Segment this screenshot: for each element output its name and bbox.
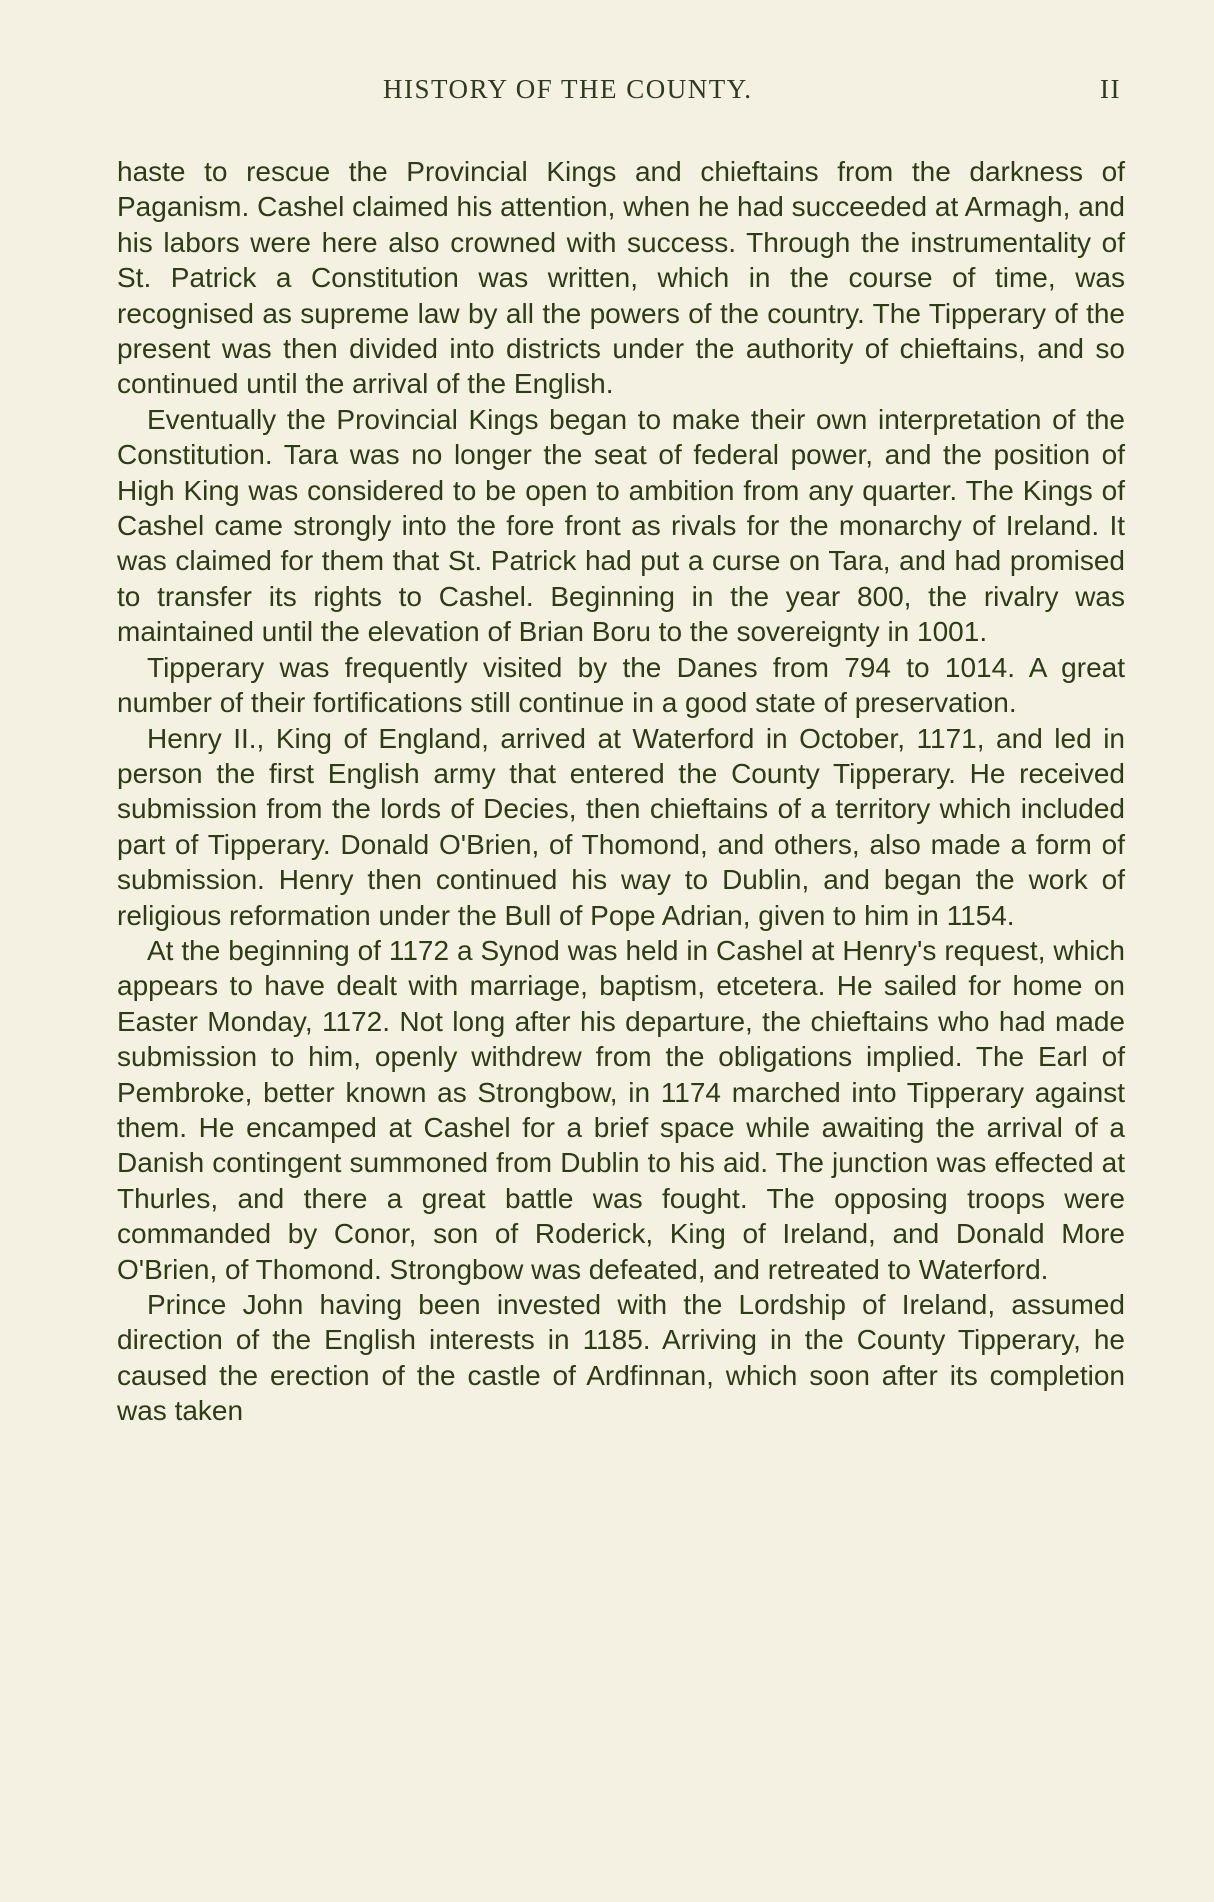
running-title: HISTORY OF THE COUNTY. (383, 74, 753, 104)
paragraph-synod-cashel: At the beginning of 1172 a Synod was held in Cashel at Henry's request, which appears to have dealt with marriage, baptism, etcetera. He sailed for home on Easter Monday, 1172. Not long after his departure, the chieftains who had made submission to him, openly withdrew from the obligations implied. The Earl of Pembroke, better known as Strongbow, in 1174 marched into Tipperary against them. He encamped at Cashel for a brief space while awaiting the arrival of a Danish contingent summoned from Dublin to his aid. The junction was effected at Thurles, and there a great battle was fought. The opposing troops were commanded by Conor, son of Roderick, King of Ireland, and Donald More O'Brien, of Thomond. Strongbow was defeated, and retreated to Waterford. (117, 934, 1125, 1285)
paragraph-provincial-kings: Eventually the Provincial Kings began to make their own interpretation of the Constitution. Tara was no longer the seat of federal power, and the position of High King was considered to be open to ambition from any quarter. The Kings of Cashel came strongly into the fore front as rivals for the monarchy of Ireland. It was claimed for them that St. Patrick had put a curse on Tara, and had promised to transfer its rights to Cashel. Beginning in the year 800, the rivalry was maintained until the elevation of Brian Boru to the sovereignty in 1001. (117, 403, 1125, 648)
running-header (117, 68, 1127, 112)
paragraph-prince-john: Prince John having been invested with the Lordship of Ireland, assumed direction of the English interests in 1185. Arriving in the County Tipperary, he caused the erection of the castle of Ardfinnan, which soon after its completion was taken (117, 1289, 1125, 1427)
paragraph-danes: Tipperary was frequently visited by the Danes from 794 to 1014. A great number of their fortifications still continue in a good state of preservation. (117, 651, 1125, 719)
body-text (117, 154, 1125, 1429)
page-number: II (1100, 74, 1121, 104)
paragraph-henry-ii: Henry II., King of England, arrived at Waterford in October, 1171, and led in person the first English army that entered the County Tipperary. He received submission from the lords of Decies, then chieftains of a territory which included part of Tipperary. Donald O'Brien, of Thomond, and others, also made a form of submission. Henry then continued his way to Dublin, and began the work of religious reformation under the Bull of Pope Adrian, given to him in 1154. (117, 722, 1125, 931)
paragraph-conversion: haste to rescue the Provincial Kings and chieftains from the darkness of Paganism. Cashel claimed his attention, when he had succeeded at Armagh, and his labors were here also crowned with success. Through the instrumentality of St. Patrick a Constitution was written, which in the course of time, was recognised as supreme law by all the powers of the country. The Tipperary of the present was then divided into districts under the authority of chieftains, and so continued until the arrival of the English. (117, 156, 1125, 400)
